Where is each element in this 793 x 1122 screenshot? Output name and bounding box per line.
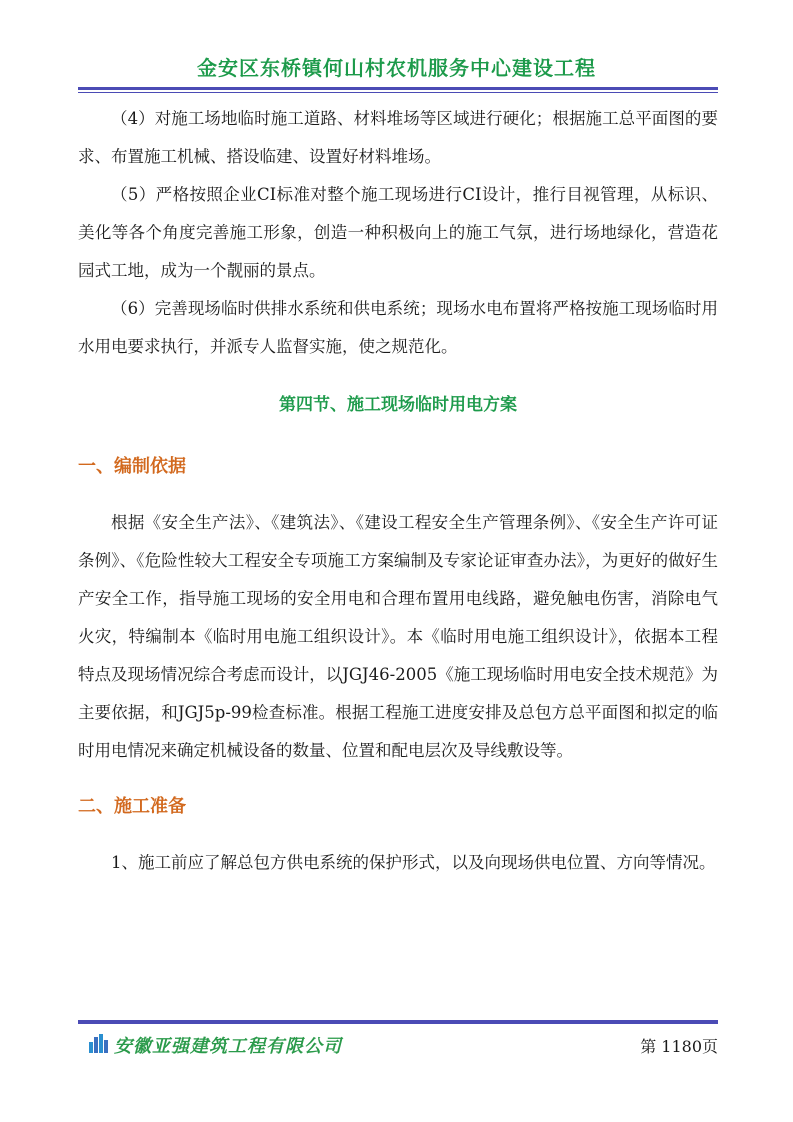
footer: [88, 1030, 718, 1060]
heading-prep: 二、施工准备: [78, 796, 186, 817]
company-logo-icon: [88, 1032, 110, 1054]
page-content: [78, 100, 718, 882]
paragraph-4: （4）对施工场地临时施工道路、材料堆场等区域进行硬化；根据施工总平面图的要求、布置施工机械、搭设临建、设置好材料堆场。: [78, 109, 718, 166]
heading-basis: 一、编制依据: [78, 456, 186, 477]
company-name: 安徽亚强建筑工程有限公司: [114, 1036, 342, 1057]
section-title: 第四节、施工现场临时用电方案: [279, 395, 517, 415]
prep-paragraph: 1、施工前应了解总包方供电系统的保护形式，以及向现场供电位置、方向等情况。: [111, 853, 716, 872]
basis-paragraph: 根据《安全生产法》、《建筑法》、《建设工程安全生产管理条例》、《安全生产许可证条例》、《危险性较大工程安全专项施工方案编制及专家论证审查办法》，为更好的做好生产安全工作，指导施工现场的安全用电和合理布置用电线路，避免触电伤害，消除电气火灾，特编制本《临时用电施工组织设计》。本《临时用电施工组织设计》，依据本工程特点及现场情况综合考虑而设计，以JGJ46-2005《施工现场临时用电安全技术规范》为主要依据，和JGJ5p-99检查标准。根据工程施工进度安排及总包方总平面图和拟定的临时用电情况来确定机械设备的数量、位置和配电层次及导线敷设等。: [78, 513, 718, 760]
header-rule: [78, 87, 718, 93]
header-title: 金安区东桥镇何山村农机服务中心建设工程: [197, 56, 596, 80]
paragraph-6: （6）完善现场临时供排水系统和供电系统；现场水电布置将严格按施工现场临时用水用电要求执行，并派专人监督实施，使之规范化。: [78, 299, 718, 356]
paragraph-5: （5）严格按照企业CI标准对整个施工现场进行CI设计，推行目视管理，从标识、美化等各个角度完善施工形象，创造一种积极向上的施工气氛，进行场地绿化，营造花园式工地，成为一个靓丽的景点。: [78, 185, 718, 280]
footer-rule: [78, 1018, 718, 1024]
page-number: 第 1180页: [640, 1037, 718, 1056]
